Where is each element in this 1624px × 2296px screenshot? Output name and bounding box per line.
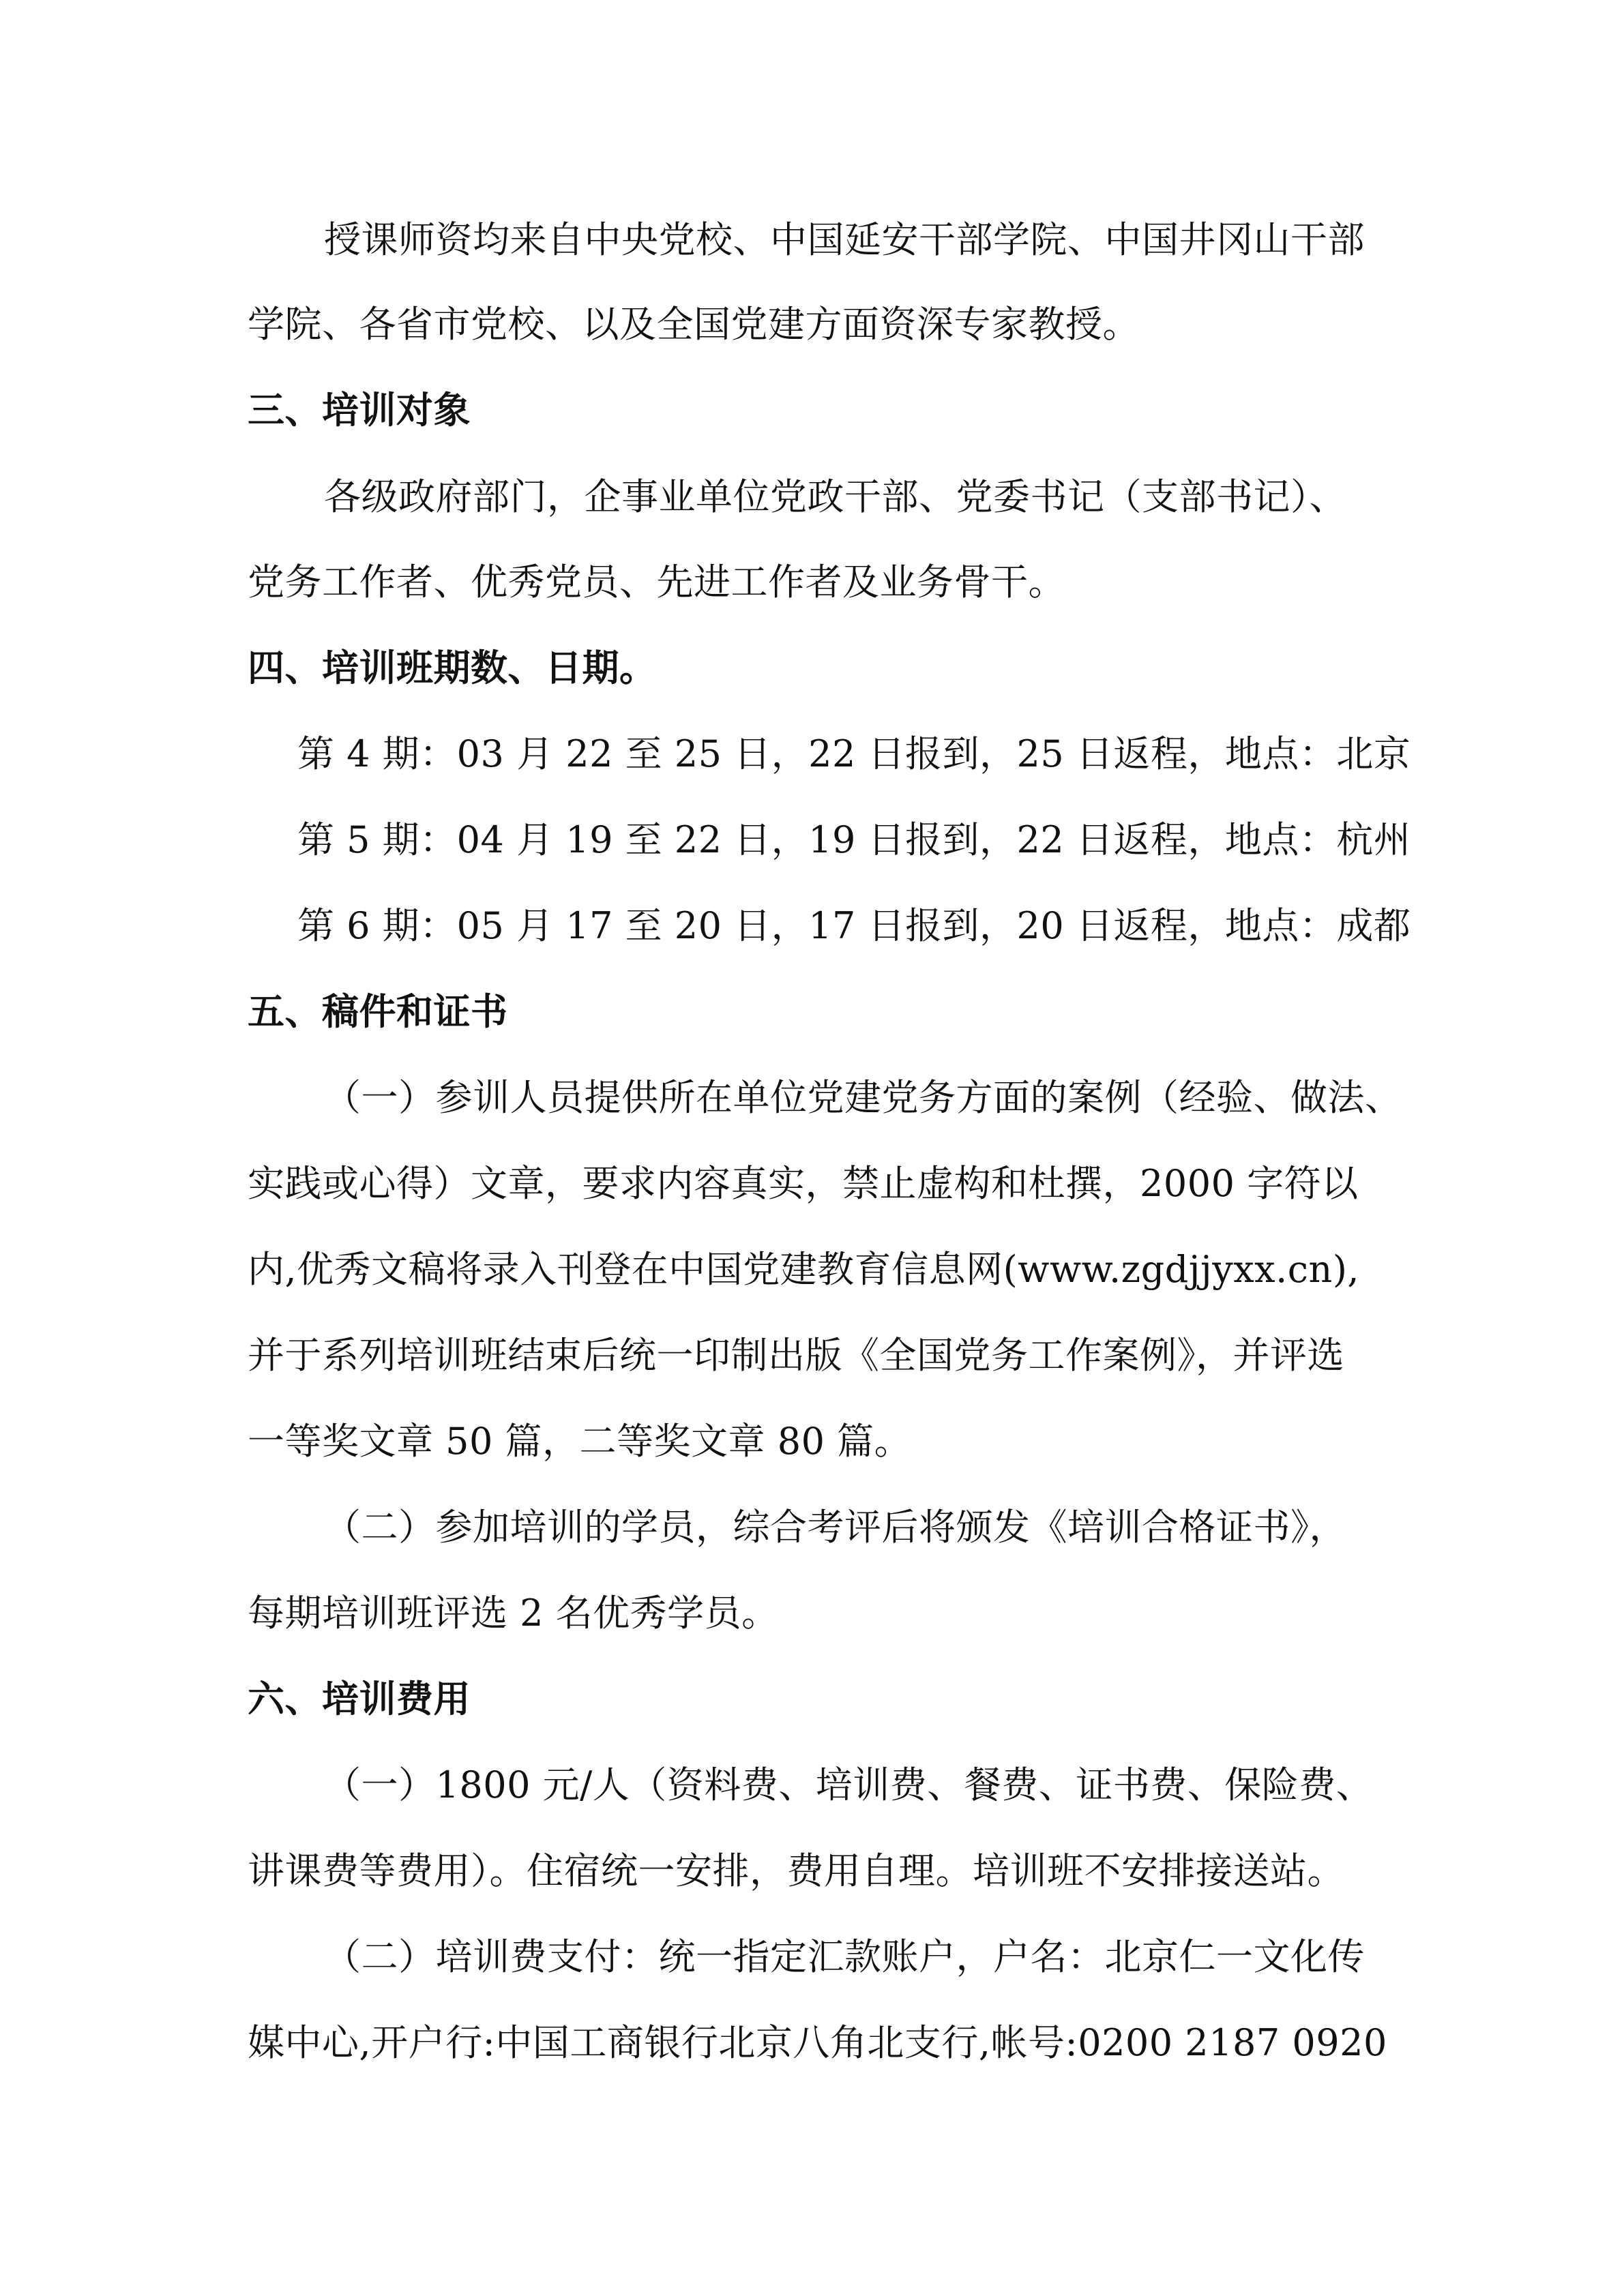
- paragraph-line: 媒中心,开户行:中国工商银行北京八角北支行,帐号:0200 2187 0920: [248, 2021, 1387, 2064]
- session-line: 第 6 期：05 月 17 至 20 日，17 日报到，20 日返程，地点：成都: [297, 904, 1411, 947]
- session-line: 第 4 期：03 月 22 至 25 日，22 日报到，25 日返程，地点：北京: [297, 732, 1411, 775]
- section-heading: 五、稿件和证书: [248, 990, 508, 1033]
- session-line: 第 5 期：04 月 19 至 22 日，19 日报到，22 日返程，地点：杭州: [297, 818, 1411, 861]
- paragraph-line: （一）1800 元/人（资料费、培训费、餐费、证书费、保险费、: [324, 1763, 1374, 1806]
- paragraph-line: 授课师资均来自中央党校、中国延安干部学院、中国井冈山干部: [324, 218, 1365, 261]
- section-heading: 四、培训班期数、日期。: [248, 646, 657, 689]
- section-heading: 六、培训费用: [248, 1678, 471, 1720]
- paragraph-line: 学院、各省市党校、以及全国党建方面资深专家教授。: [248, 303, 1140, 346]
- paragraph-line: （二）参加培训的学员，综合考评后将颁发《培训合格证书》，: [324, 1506, 1346, 1549]
- paragraph-line: 各级政府部门，企事业单位党政干部、党委书记（支部书记）、: [324, 475, 1346, 518]
- paragraph-line: （二）培训费支付：统一指定汇款账户，户名：北京仁一文化传: [324, 1935, 1365, 1978]
- paragraph-line: 一等奖文章 50 篇，二等奖文章 80 篇。: [248, 1420, 912, 1463]
- paragraph-line: 党务工作者、优秀党员、先进工作者及业务骨干。: [248, 561, 1065, 603]
- paragraph-line: 并于系列培训班结束后统一印制出版《全国党务工作案例》，并评选: [248, 1334, 1344, 1377]
- paragraph-line: 讲课费等费用）。住宿统一安排，费用自理。培训班不安排接送站。: [248, 1849, 1344, 1892]
- paragraph-line: 内,优秀文稿将录入刊登在中国党建教育信息网(www.zgdjjyxx.cn),: [248, 1248, 1360, 1291]
- paragraph-line: 每期培训班评选 2 名优秀学员。: [248, 1592, 779, 1635]
- section-heading: 三、培训对象: [248, 389, 471, 432]
- paragraph-line: （一）参训人员提供所在单位党建党务方面的案例（经验、做法、: [324, 1076, 1402, 1119]
- paragraph-line: 实践或心得）文章，要求内容真实，禁止虚构和杜撰，2000 字符以: [248, 1162, 1359, 1205]
